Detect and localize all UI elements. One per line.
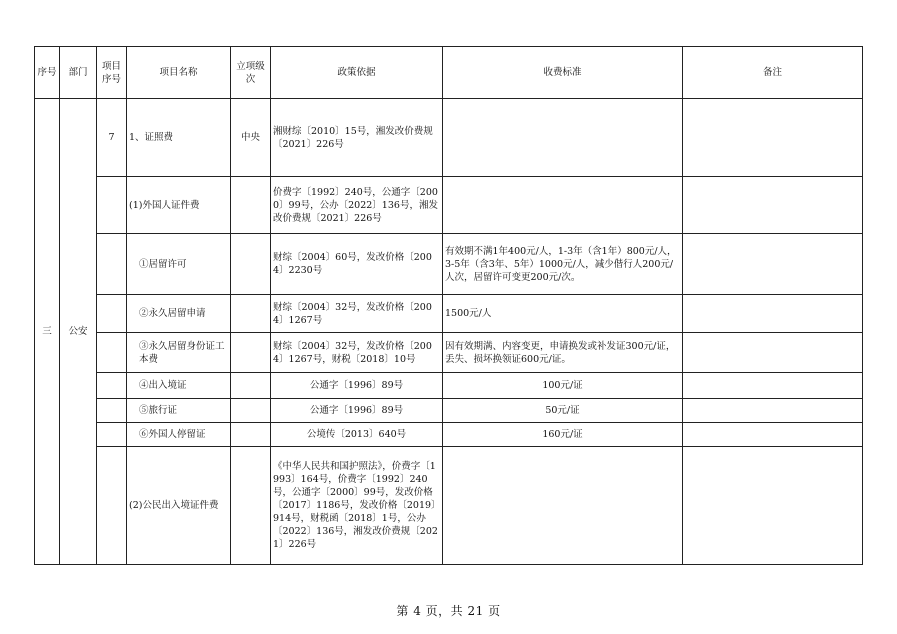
row-level [231, 333, 271, 373]
row-name: ①居留许可 [127, 234, 231, 295]
row-name: ②永久居留申请 [127, 295, 231, 333]
table-row [35, 373, 863, 399]
row-fee: 100元/证 [443, 373, 683, 399]
fee-table [34, 46, 863, 565]
row-fee: 50元/证 [443, 399, 683, 423]
row-fee [443, 99, 683, 177]
table-row [35, 399, 863, 423]
row-remark [683, 177, 863, 234]
row-name: 1、证照费 [127, 99, 231, 177]
table-row [35, 177, 863, 234]
row-level [231, 295, 271, 333]
header-policy: 政策依据 [271, 47, 443, 99]
header-remark: 备注 [683, 47, 863, 99]
row-item-seq [97, 333, 127, 373]
row-level [231, 177, 271, 234]
row-item-seq [97, 234, 127, 295]
row-name: ⑥外国人停留证 [127, 423, 231, 447]
table-row [35, 234, 863, 295]
row-policy: 公通字〔1996〕89号 [271, 399, 443, 423]
table-row [35, 99, 863, 177]
row-policy: 财综〔2004〕32号，发改价格〔2004〕1267号，财税〔2018〕10号 [271, 333, 443, 373]
row-level [231, 447, 271, 565]
row-remark [683, 234, 863, 295]
header-level: 立项级次 [231, 47, 271, 99]
row-policy: 湘财综〔2010〕15号，湘发改价费规〔2021〕226号 [271, 99, 443, 177]
row-level [231, 423, 271, 447]
row-item-seq [97, 447, 127, 565]
row-fee: 有效期不满1年400元/人，1-3年（含1年）800元/人，3-5年（含3年、5年）1000元/人，减少偕行人200元/人次，居留许可变更200元/次。 [443, 234, 683, 295]
header-item-name: 项目名称 [127, 47, 231, 99]
row-name: ⑤旅行证 [127, 399, 231, 423]
row-level [231, 234, 271, 295]
row-fee: 160元/证 [443, 423, 683, 447]
row-remark [683, 333, 863, 373]
header-seq: 序号 [35, 47, 60, 99]
row-remark [683, 423, 863, 447]
row-item-seq: 7 [97, 99, 127, 177]
row-remark [683, 399, 863, 423]
header-fee: 收费标准 [443, 47, 683, 99]
group-dept: 公安 [60, 99, 97, 565]
header-item-seq: 项目序号 [97, 47, 127, 99]
row-item-seq [97, 295, 127, 333]
row-policy: 公境传〔2013〕640号 [271, 423, 443, 447]
table-row [35, 423, 863, 447]
table-row [35, 447, 863, 565]
row-name: (1)外国人证件费 [127, 177, 231, 234]
row-remark [683, 295, 863, 333]
row-item-seq [97, 399, 127, 423]
row-fee: 1500元/人 [443, 295, 683, 333]
table-row [35, 295, 863, 333]
row-policy: 财综〔2004〕32号，发改价格〔2004〕1267号 [271, 295, 443, 333]
row-fee [443, 177, 683, 234]
row-remark [683, 447, 863, 565]
table-row [35, 333, 863, 373]
row-name: ③永久居留身份证工本费 [127, 333, 231, 373]
row-remark [683, 373, 863, 399]
row-level [231, 373, 271, 399]
page-footer: 第 4 页，共 21 页 [396, 604, 501, 618]
row-item-seq [97, 373, 127, 399]
row-fee: 因有效期满、内容变更，申请换发或补发证300元/证，丢失、损坏换领证600元/证。 [443, 333, 683, 373]
row-item-seq [97, 423, 127, 447]
row-policy: 价费字〔1992〕240号，公通字〔2000〕99号，公办〔2022〕136号，湘发改价费规〔2021〕226号 [271, 177, 443, 234]
header-dept: 部门 [60, 47, 97, 99]
row-name: ④出入境证 [127, 373, 231, 399]
row-item-seq [97, 177, 127, 234]
header-row [35, 47, 863, 99]
row-name: (2)公民出入境证件费 [127, 447, 231, 565]
row-level [231, 399, 271, 423]
row-remark [683, 99, 863, 177]
row-policy: 《中华人民共和国护照法》，价费字〔1993〕164号，价费字〔1992〕240号，公通字〔2000〕99号，发改价格〔2017〕1186号，发改价格〔2019〕914号，财税函〔2018〕1号，公办〔2022〕136号，湘发改价费规〔2021〕226号 [271, 447, 443, 565]
row-fee [443, 447, 683, 565]
row-policy: 财综〔2004〕60号，发改价格〔2004〕2230号 [271, 234, 443, 295]
row-policy: 公通字〔1996〕89号 [271, 373, 443, 399]
row-level: 中央 [231, 99, 271, 177]
group-seq: 三 [35, 99, 60, 565]
